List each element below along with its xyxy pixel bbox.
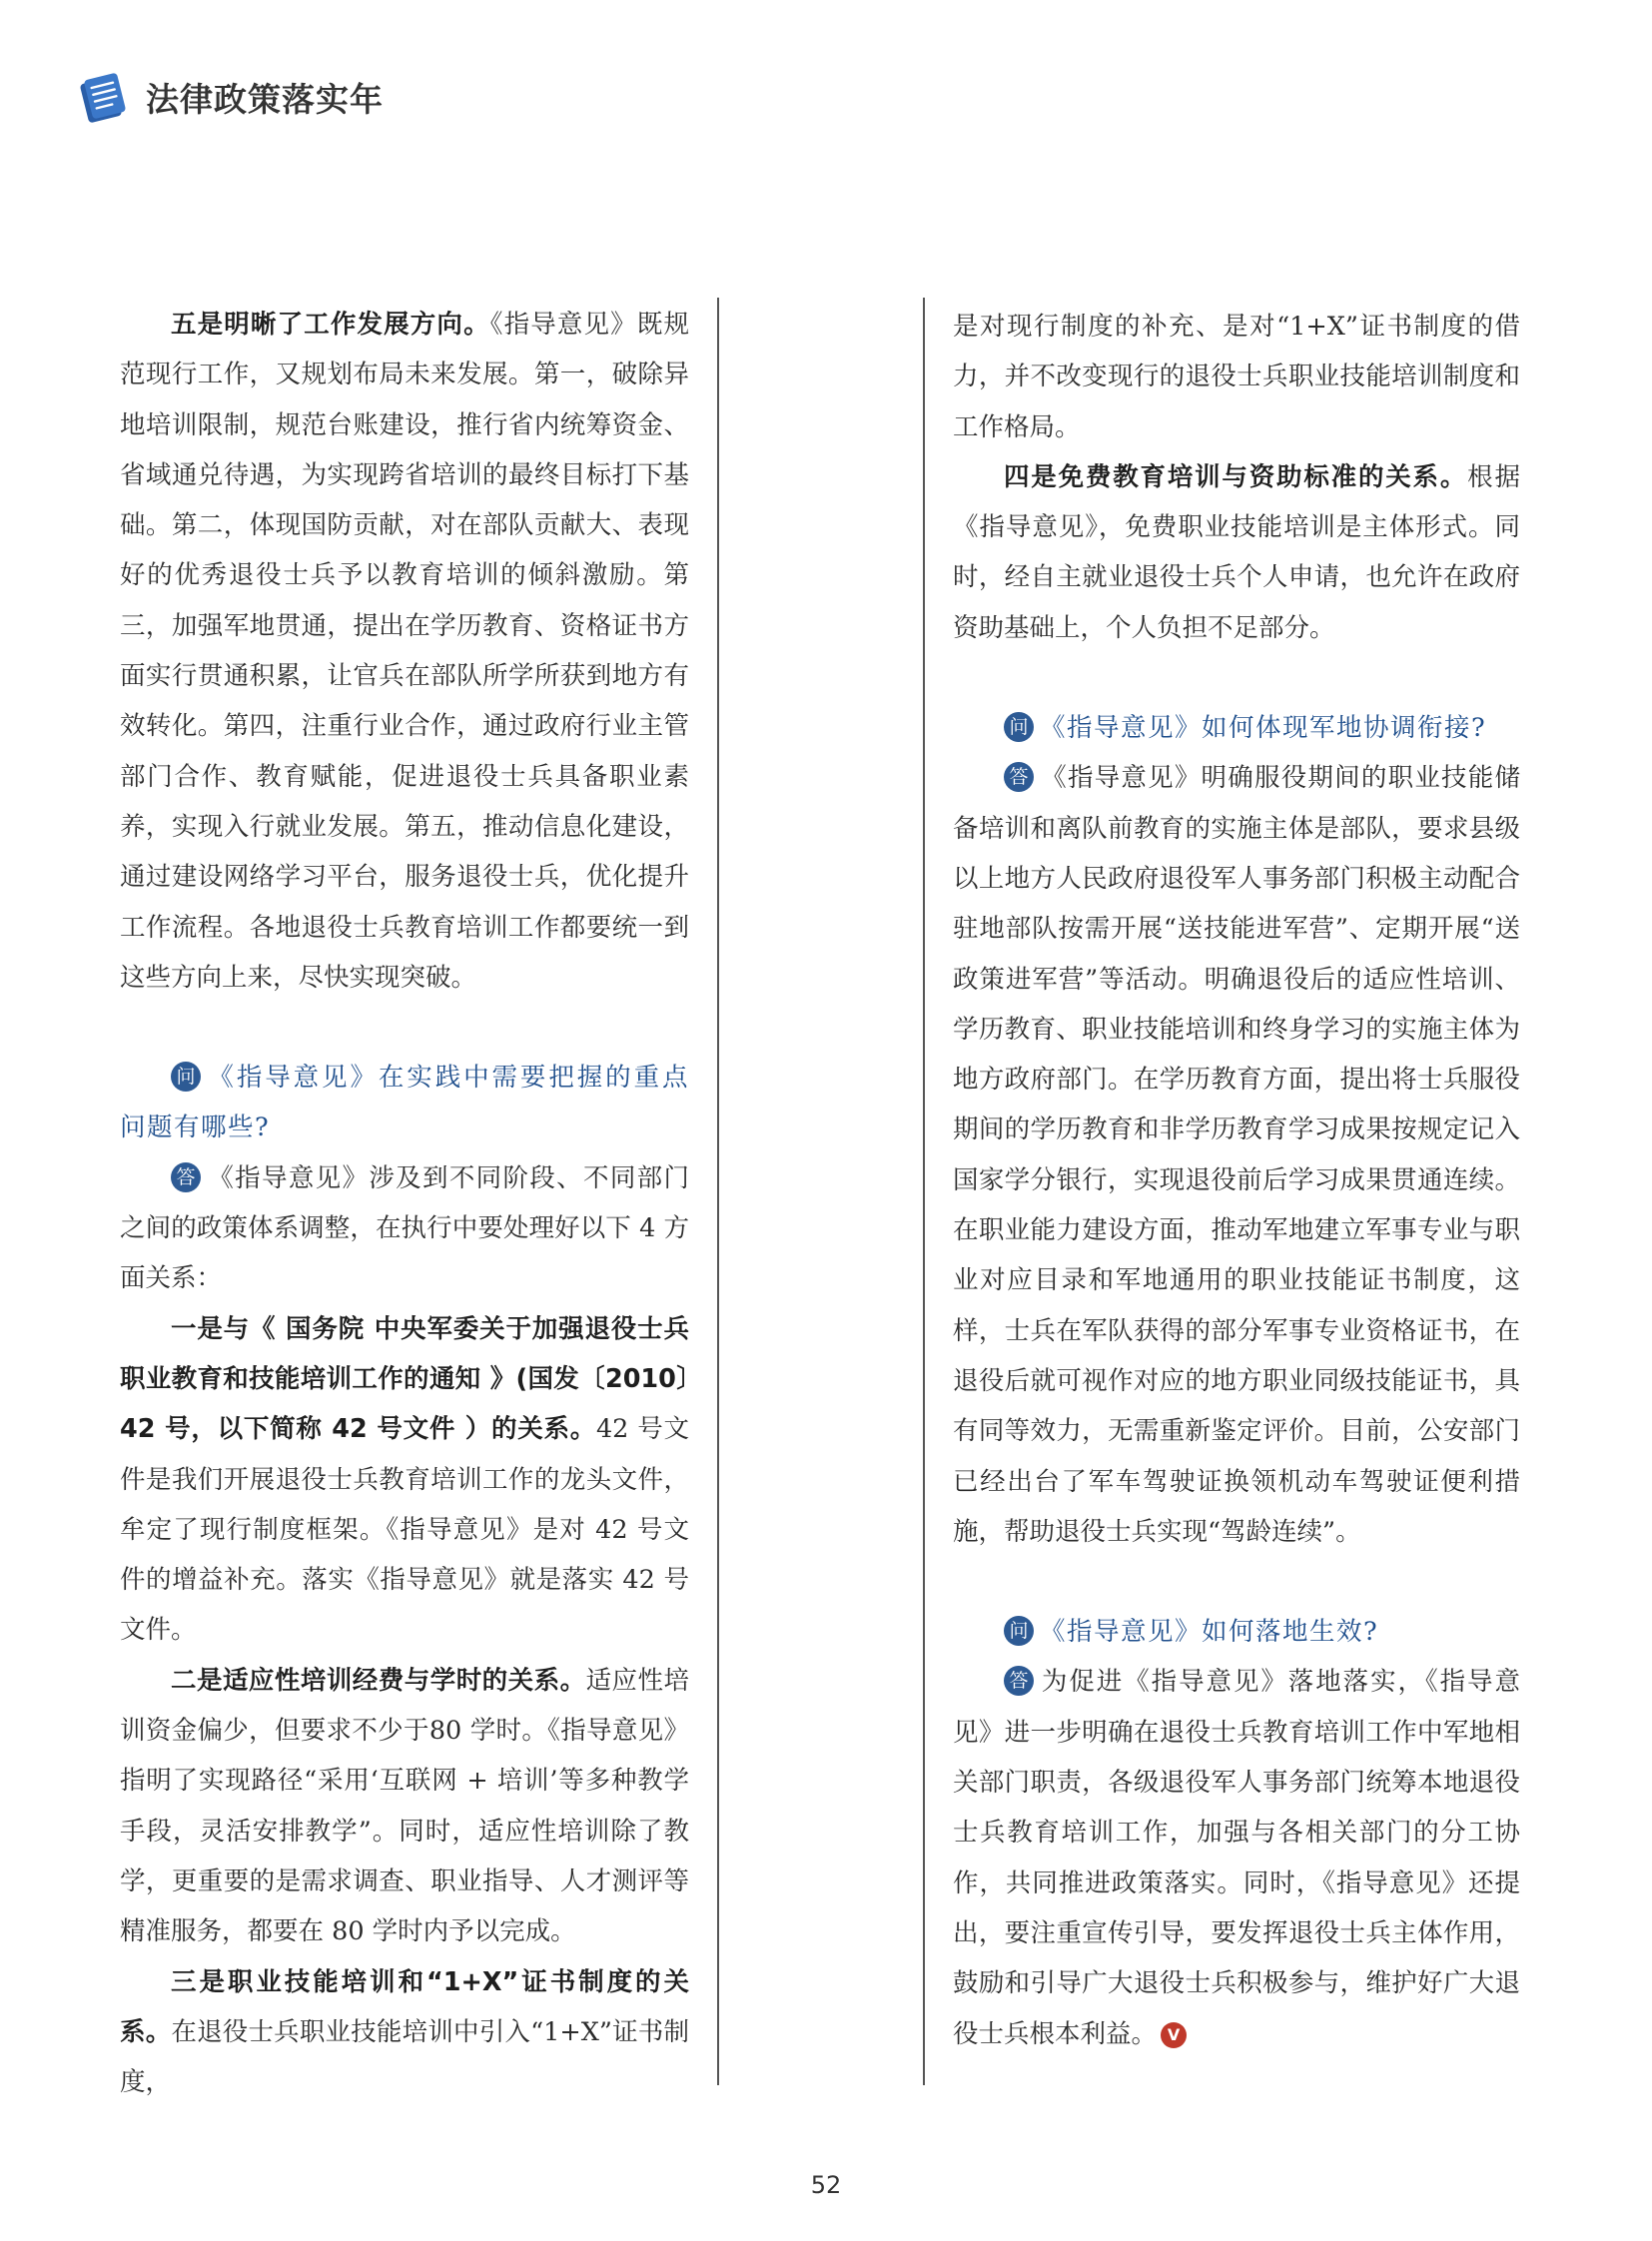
- question-badge: 问: [1004, 712, 1034, 742]
- paragraph-relation-4: [953, 452, 1520, 653]
- stacked-document-icon: [78, 70, 132, 124]
- paragraph-heading: 三是职业技能培训和“1+X”证书制度的关系。: [120, 1966, 689, 2047]
- answer-badge: 答: [171, 1162, 201, 1192]
- question-text: 《指导意见》在实践中需要把握的重点问题有哪些?: [120, 1063, 689, 1143]
- answer-text: 《指导意见》涉及到不同阶段、不同部门之间的政策体系调整，在执行中要处理好以下 4 方面关系：: [120, 1162, 689, 1294]
- question-text: 《指导意见》如何体现军地协调衔接?: [1040, 713, 1487, 744]
- paragraph-heading: 四是免费教育培训与资助标准的关系。: [1004, 461, 1468, 492]
- paragraph-relation-1: [120, 1304, 689, 1656]
- page-number: 52: [810, 2171, 842, 2199]
- question-implementation: [953, 1607, 1520, 1657]
- question-text: 《指导意见》如何落地生效?: [1040, 1617, 1379, 1648]
- question-badge: 问: [1004, 1616, 1034, 1646]
- answer-badge: 答: [1004, 762, 1034, 792]
- paragraph-heading: 一是与《 国务院 中央军委关于加强退役士兵职业教育和技能培训工作的通知 》(国发〔2010〕42 号，以下简称 42 号文件 ）的关系。: [120, 1313, 689, 1445]
- answer-implementation: [953, 1657, 1520, 2058]
- question-key-issues: [120, 1053, 689, 1153]
- column-divider-left: [717, 298, 719, 2085]
- question-badge: 问: [171, 1062, 201, 1092]
- paragraph-relation-2: [120, 1656, 689, 1957]
- page-header: [78, 70, 384, 124]
- left-column: [120, 300, 689, 2107]
- right-column: [953, 302, 1520, 2059]
- paragraph-text: 在退役士兵职业技能培训中引入“1+X”证书制度，: [120, 2016, 689, 2098]
- question-coordination: [953, 703, 1520, 753]
- answer-badge: 答: [1004, 1666, 1034, 1696]
- paragraph-relation-3-continued: 是对现行制度的补充、是对“1+X”证书制度的借力，并不改变现行的退役士兵职业技能培训制度和工作格局。: [953, 312, 1520, 442]
- paragraph-relation-3: [120, 1957, 689, 2108]
- paragraph-heading: 五是明晰了工作发展方向。: [171, 310, 490, 340]
- answer-key-issues: [120, 1153, 689, 1304]
- paragraph-text: 42 号文件是我们开展退役士兵教育培训工作的龙头文件，牟定了现行制度框架。《指导意见》是对 42 号文件的增益补充。落实《指导意见》就是落实 42 号文件。: [120, 1414, 690, 1646]
- answer-text: 《指导意见》明确服役期间的职业技能储备培训和离队前教育的实施主体是部队，要求县级以上地方人民政府退役军人事务部门积极主动配合驻地部队按需开展“送技能进军营”、定期开展“送政策进军营”等活动。明确退役后的适应性培训、学历教育、职业技能培训和终身学习的实施主体为地方政府部门。在学历教育方面，提出将士兵服役期间的学历教育和非学历教育学习成果按规定记入国家学分银行，实现退役前后学习成果贯通连续。在职业能力建设方面，推动军地建立军事专业与职业对应目录和军地通用的职业技能证书制度，这样，士兵在军队获得的部分军事专业资格证书，在退役后就可视作对应的地方职业同级技能证书，具有同等效力，无需重新鉴定评价。目前，公安部门已经出台了军车驾驶证换领机动车驾驶证便利措施，帮助退役士兵实现“驾龄连续”。: [953, 763, 1520, 1547]
- paragraph-text: 适应性培训资金偏少，但要求不少于80 学时。《指导意见》指明了实现路径“采用‘互联网 + 培训’等多种教学手段，灵活安排教学”。同时，适应性培训除了教学，更重要的是需求调查、职业指导、人才测评等精准服务，都要在 80 学时内予以完成。: [120, 1665, 689, 1947]
- paragraph-text: 《指导意见》既规范现行工作，又规划布局未来发展。第一，破除异地培训限制，规范台账建设，推行省内统筹资金、省域通兑待遇，为实现跨省培训的最终目标打下基础。第二，体现国防贡献，对在部队贡献大、表现好的优秀退役士兵予以教育培训的倾斜激励。第三，加强军地贯通，提出在学历教育、资格证书方面实行贯通积累，让官兵在部队所学所获到地方有效转化。第四，注重行业合作，通过政府行业主管部门合作、教育赋能，促进退役士兵具备职业素养，实现入行就业发展。第五，推动信息化建设，通过建设网络学习平台，服务退役士兵，优化提升工作流程。各地退役士兵教育培训工作都要统一到这些方向上来，尽快实现突破。: [120, 310, 689, 993]
- paragraph-direction: [120, 300, 689, 1003]
- section-title: 法律政策落实年: [146, 79, 384, 119]
- column-divider-right: [923, 298, 925, 2085]
- article-end-icon: V: [1161, 2022, 1187, 2048]
- paragraph-heading: 二是适应性培训经费与学时的关系。: [171, 1665, 586, 1696]
- answer-coordination: [953, 753, 1520, 1557]
- answer-text: 为促进《指导意见》落地落实，《指导意见》进一步明确在退役士兵教育培训工作中军地相关部门职责，各级退役军人事务部门统筹本地退役士兵教育培训工作，加强与各相关部门的分工协作，共同推进政策落实。同时，《指导意见》还提出，要注重宣传引导，要发挥退役士兵主体作用，鼓励和引导广大退役士兵积极参与，维护好广大退役士兵根本利益。: [953, 1667, 1520, 2049]
- paragraph-text: 根据《指导意见》，免费职业技能培训是主体形式。同时，经自主就业退役士兵个人申请，也允许在政府资助基础上，个人负担不足部分。: [953, 461, 1520, 643]
